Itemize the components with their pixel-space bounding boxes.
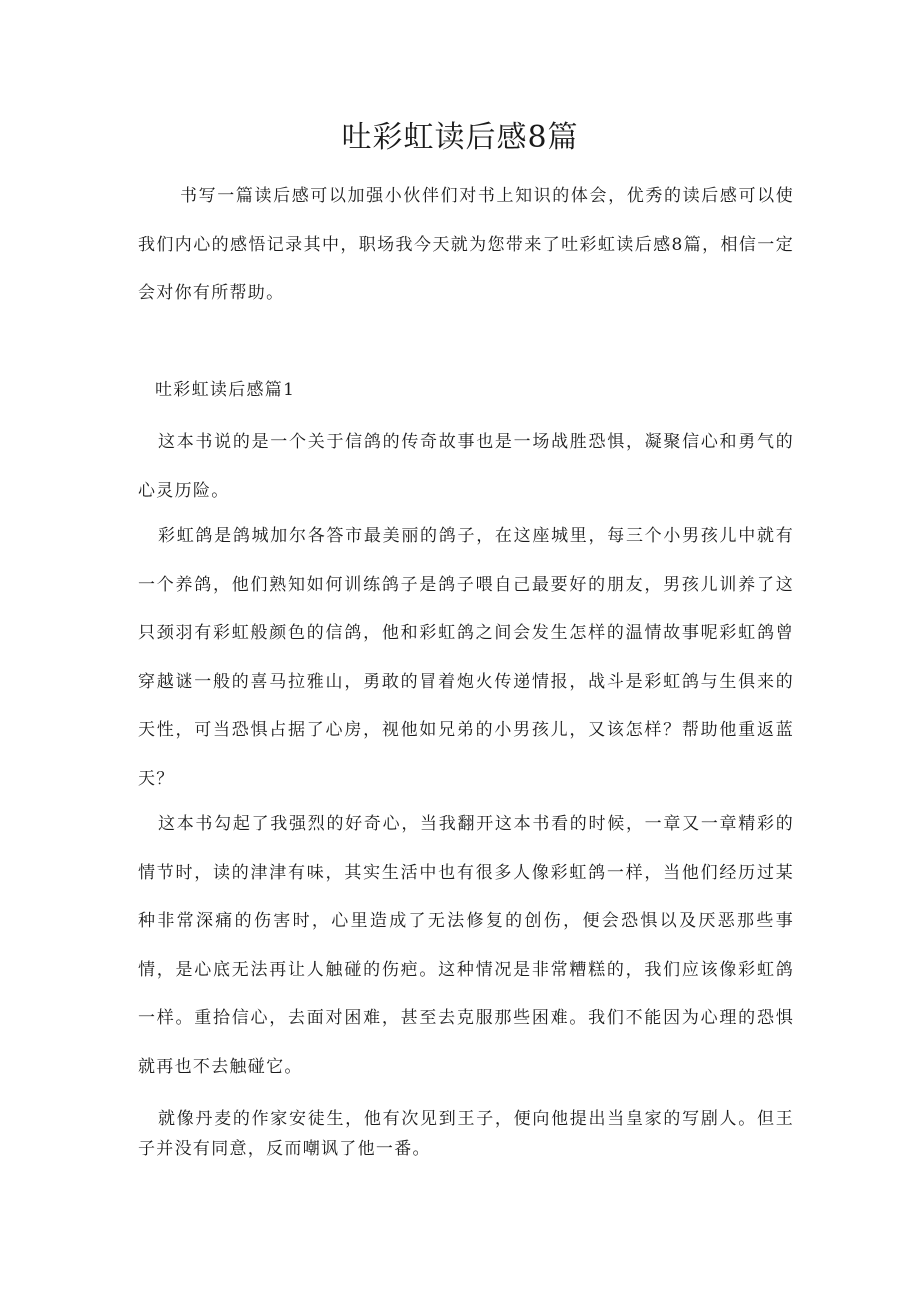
intro-paragraph: 书写一篇读后感可以加强小伙伴们对书上知识的体会，优秀的读后感可以使我们内心的感悟记录其中，职场我今天就为您带来了吐彩虹读后感8篇，相信一定会对你有所帮助。 [138, 186, 794, 303]
body-paragraph-4: 就像丹麦的作家安徒生，他有次见到王子，便向他提出当皇家的写剧人。但王子并没有同意，反而嘲讽了他一番。 [138, 1109, 794, 1159]
body-paragraph-1: 这本书说的是一个关于信鸽的传奇故事也是一场战胜恐惧，凝聚信心和勇气的心灵历险。 [138, 432, 794, 501]
section-heading: 吐彩虹读后感篇1 [155, 380, 296, 400]
body-paragraph-3: 这本书勾起了我强烈的好奇心，当我翻开这本书看的时候，一章又一章精彩的情节时，读的津津有味，其实生活中也有很多人像彩虹鸽一样，当他们经历过某种非常深痛的伤害时，心里造成了无法修复的创伤，便会恐惧以及厌恶那些事情，是心底无法再让人触碰的伤疤。这种情况是非常糟糕的，我们应该像彩虹鸽一样。重拾信心，去面对困难，甚至去克服那些困难。我们不能因为心理的恐惧就再也不去触碰它。 [138, 814, 794, 1077]
body-paragraph-2: 彩虹鸽是鸽城加尔各答市最美丽的鸽子，在这座城里，每三个小男孩儿中就有一个养鸽，他们熟知如何训练鸽子是鸽子喂自己最要好的朋友，男孩儿训养了这只颈羽有彩虹般颜色的信鸽，他和彩虹鸽之间会发生怎样的温情故事呢彩虹鸽曾穿越谜一般的喜马拉雅山，勇敢的冒着炮火传递情报，战斗是彩虹鸽与生俱来的天性，可当恐惧占据了心房，视他如兄弟的小男孩儿，又该怎样？帮助他重返蓝天？ [138, 526, 794, 789]
document-title: 吐彩虹读后感8篇 [341, 120, 579, 155]
